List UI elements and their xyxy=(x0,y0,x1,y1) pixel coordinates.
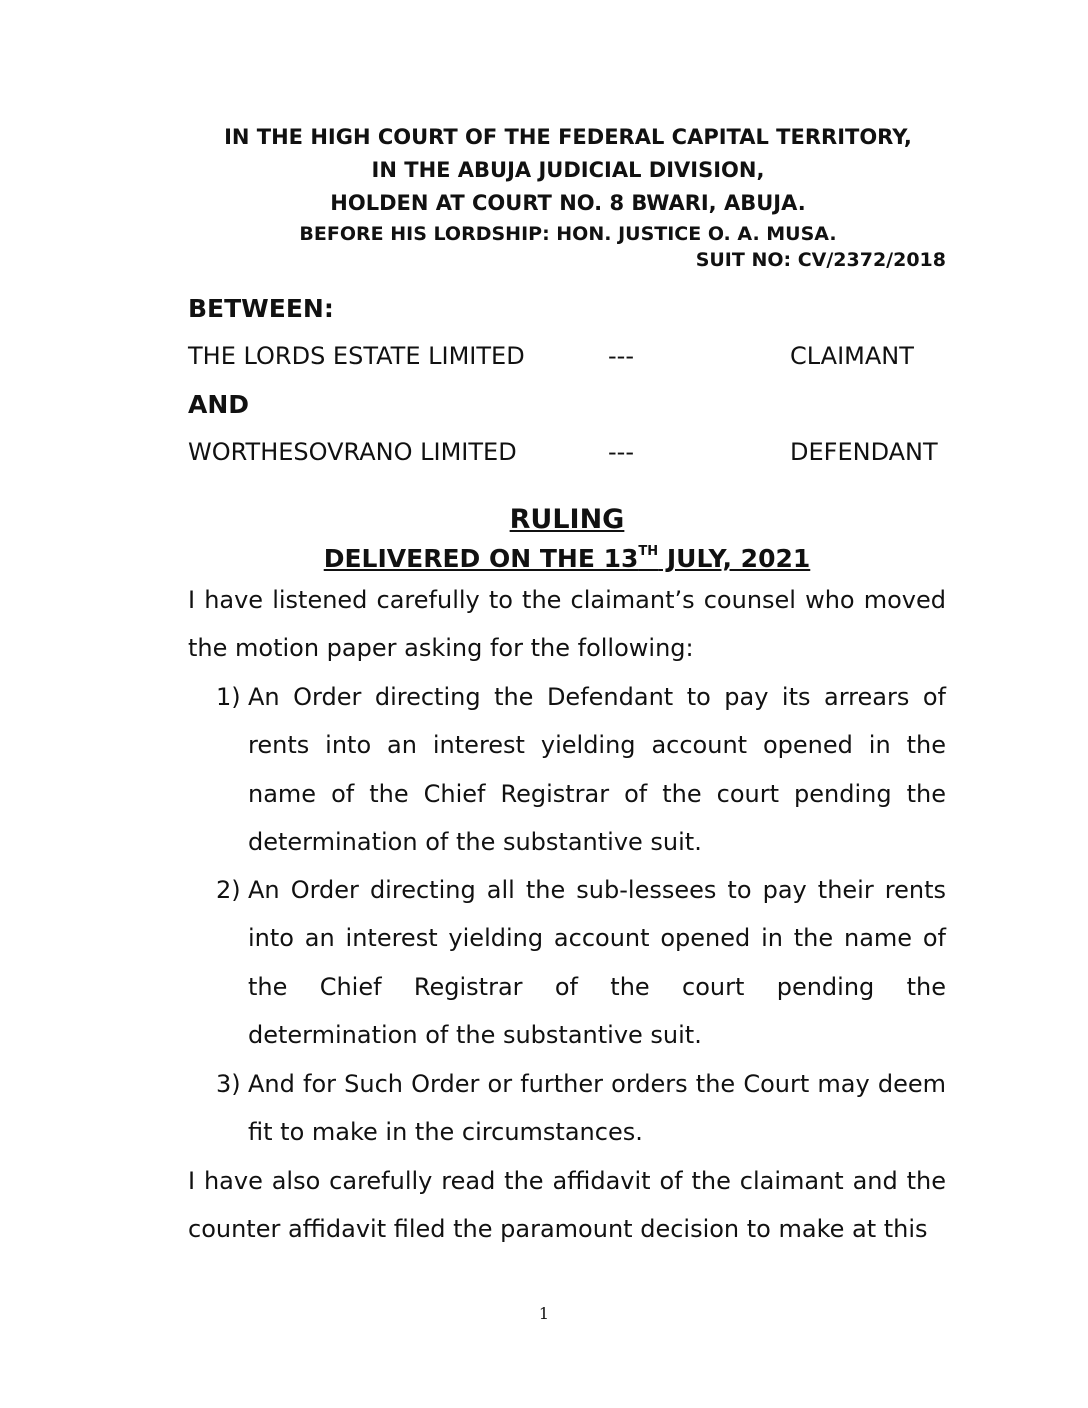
defendant-row xyxy=(188,438,948,472)
division-line: IN THE ABUJA JUDICIAL DIVISION, xyxy=(371,158,765,182)
defendant-role: DEFENDANT xyxy=(790,438,938,466)
page-number: 1 xyxy=(538,1304,550,1323)
list-item-number: 2) xyxy=(216,876,241,904)
intro-paragraph: I have listened carefully to the claimant’s counsel who moved the motion paper asking for the following: xyxy=(188,586,946,663)
claimant-name: THE LORDS ESTATE LIMITED xyxy=(188,342,525,370)
court-location-line: HOLDEN AT COURT NO. 8 BWARI, ABUJA. xyxy=(330,191,806,215)
list-item xyxy=(188,673,946,867)
ruling-title: RULING xyxy=(509,504,625,535)
list-item xyxy=(188,866,946,1060)
list-item-number: 3) xyxy=(216,1070,241,1098)
list-item-text: And for Such Order or further orders the Court may deem fit to make in the circumstances. xyxy=(248,1070,946,1147)
between-label: BETWEEN: xyxy=(188,294,334,323)
claimant-row xyxy=(188,342,948,376)
judge-line: BEFORE HIS LORDSHIP: HON. JUSTICE O. A. MUSA. xyxy=(299,223,837,245)
list-item-text: An Order directing all the sub-lessees to pay their rents into an interest yielding account opened in the name of the Chief Registrar of the court pending the determination of the substantive suit. xyxy=(248,876,946,1050)
defendant-name: WORTHESOVRANO LIMITED xyxy=(188,438,517,466)
and-label: AND xyxy=(188,390,250,419)
court-name-line: IN THE HIGH COURT OF THE FEDERAL CAPITAL TERRITORY, xyxy=(224,125,912,149)
list-item xyxy=(188,1060,946,1157)
suit-number: SUIT NO: CV/2372/2018 xyxy=(695,249,946,271)
claimant-role: CLAIMANT xyxy=(790,342,914,370)
list-item-text: An Order directing the Defendant to pay its arrears of rents into an interest yielding account opened in the name of the Chief Registrar of the court pending the determination of the substantive suit. xyxy=(248,683,946,857)
closing-paragraph: I have also carefully read the affidavit of the claimant and the counter affidavit filed the paramount decision to make at this xyxy=(188,1167,946,1244)
defendant-separator: --- xyxy=(608,438,634,466)
claimant-separator: --- xyxy=(608,342,634,370)
delivery-date: DELIVERED ON THE 13TH JULY, 2021 xyxy=(323,544,811,573)
list-item-number: 1) xyxy=(216,683,241,711)
